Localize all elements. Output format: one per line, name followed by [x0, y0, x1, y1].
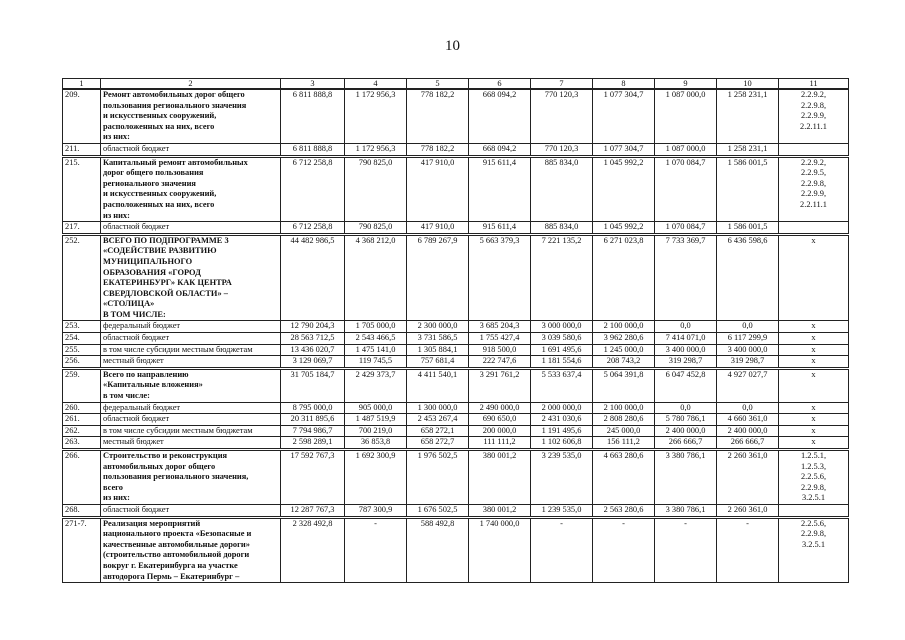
cell-value: 380 001,2 [469, 450, 531, 505]
header-row [63, 79, 849, 90]
row-name [101, 517, 281, 583]
cell-value: 778 182,2 [407, 89, 469, 143]
cell-value: 380 001,2 [469, 504, 531, 517]
cell-value: 266 666,7 [655, 437, 717, 450]
row-name [101, 333, 281, 345]
cell-value: 0,0 [655, 321, 717, 333]
table-row [63, 425, 849, 437]
table-row [63, 344, 849, 356]
row-number: 217. [63, 222, 101, 235]
cell-value: 1 045 992,2 [593, 156, 655, 222]
cell-value: 2 300 000,0 [407, 321, 469, 333]
target-code: х [811, 437, 816, 447]
table-body [63, 79, 849, 583]
row-name [101, 356, 281, 369]
cell-value: 417 910,0 [407, 222, 469, 235]
row-name-line: областной бюджет [103, 414, 170, 424]
table-row [63, 333, 849, 345]
column-header: 11 [779, 79, 849, 90]
row-name-line: областной бюджет [103, 333, 170, 343]
cell-value: 1 245 000,0 [593, 344, 655, 356]
row-name-line: Реализация мероприятий [103, 518, 201, 528]
cell-value: 13 436 020,7 [281, 344, 345, 356]
row-name-line: дорог общего пользования [103, 168, 204, 178]
cell-value: 319 298,7 [655, 356, 717, 369]
cell-value: 1 976 502,5 [407, 450, 469, 505]
cell-value: 319 298,7 [717, 356, 779, 369]
cell-value: 6 271 023,8 [593, 234, 655, 321]
target-codes [779, 89, 849, 143]
row-name-line: Строительство и реконструкция [103, 451, 228, 460]
cell-value: 1 172 956,3 [345, 89, 407, 143]
row-name-line: качественные автомобильные дороги» [103, 539, 250, 549]
cell-value: 2 490 000,0 [469, 402, 531, 414]
row-number: 255. [63, 344, 101, 356]
row-name-line: МУНИЦИПАЛЬНОГО [103, 256, 193, 266]
cell-value: 1 087 000,0 [655, 89, 717, 143]
target-code: 2.2.9.8, [800, 100, 827, 110]
cell-value: 3 239 535,0 [531, 450, 593, 505]
cell-value: 0,0 [655, 402, 717, 414]
cell-value: 5 663 379,3 [469, 234, 531, 321]
cell-value: 2 563 280,6 [593, 504, 655, 517]
cell-value: 3 380 786,1 [655, 504, 717, 517]
column-header: 8 [593, 79, 655, 90]
cell-value: 6 712 258,8 [281, 156, 345, 222]
target-code: 3.2.5.1 [801, 539, 826, 549]
cell-value: 1 692 300,9 [345, 450, 407, 505]
table-row [63, 356, 849, 369]
column-header: 9 [655, 79, 717, 90]
row-name [101, 368, 281, 402]
column-header: 4 [345, 79, 407, 90]
cell-value: 5 064 391,8 [593, 368, 655, 402]
row-number: 260. [63, 402, 101, 414]
row-name-line: Ремонт автомобильных дорог общего [103, 90, 245, 99]
cell-value: 4 660 361,0 [717, 414, 779, 426]
cell-value: 4 411 540,1 [407, 368, 469, 402]
cell-value: 1 258 231,1 [717, 143, 779, 156]
cell-value: 119 745,5 [345, 356, 407, 369]
cell-value: 2 543 466,5 [345, 333, 407, 345]
target-code: х [811, 414, 816, 424]
target-code: 2.2.9.2, [800, 157, 827, 167]
cell-value: 20 311 895,6 [281, 414, 345, 426]
cell-value: 790 825,0 [345, 222, 407, 235]
cell-value: 790 825,0 [345, 156, 407, 222]
row-name-line: пользования регионального значения, [103, 472, 249, 482]
cell-value: 1 070 084,7 [655, 222, 717, 235]
row-number: 253. [63, 321, 101, 333]
cell-value: 2 100 000,0 [593, 402, 655, 414]
row-name [101, 437, 281, 450]
cell-value: 28 563 712,5 [281, 333, 345, 345]
cell-value: 1 077 304,7 [593, 143, 655, 156]
row-number: 259. [63, 368, 101, 402]
column-header: 5 [407, 79, 469, 90]
cell-value: 0,0 [717, 402, 779, 414]
cell-value: 2 431 030,6 [531, 414, 593, 426]
cell-value: 6 047 452,8 [655, 368, 717, 402]
cell-value: 1 586 001,5 [717, 156, 779, 222]
target-codes [779, 368, 849, 402]
row-number: 271-7. [63, 517, 101, 583]
table-row [63, 222, 849, 235]
cell-value: 2 260 361,0 [717, 504, 779, 517]
cell-value: 3 039 580,6 [531, 333, 593, 345]
cell-value: 2 400 000,0 [655, 425, 717, 437]
cell-value: 918 500,0 [469, 344, 531, 356]
page-number: 10 [445, 38, 460, 54]
row-name-line: в том числе субсидии местным бюджетам [103, 344, 253, 354]
target-code: 2.2.9.8, [800, 529, 827, 539]
cell-value: 4 927 027,7 [717, 368, 779, 402]
cell-value: 208 743,2 [593, 356, 655, 369]
target-codes [779, 517, 849, 583]
cell-value: 3 000 000,0 [531, 321, 593, 333]
target-code: 2.2.5.6, [800, 518, 827, 528]
row-number: 266. [63, 450, 101, 505]
cell-value: 1 077 304,7 [593, 89, 655, 143]
table-row [63, 517, 849, 583]
table-row [63, 156, 849, 222]
cell-value: 1 740 000,0 [469, 517, 531, 583]
cell-value: 2 100 000,0 [593, 321, 655, 333]
cell-value: 3 731 586,5 [407, 333, 469, 345]
target-codes [779, 156, 849, 222]
target-codes [779, 143, 849, 156]
cell-value: 2 000 000,0 [531, 402, 593, 414]
cell-value: 3 400 000,0 [655, 344, 717, 356]
cell-value: 417 910,0 [407, 156, 469, 222]
row-name [101, 156, 281, 222]
cell-value: 7 794 986,7 [281, 425, 345, 437]
cell-value: - [655, 517, 717, 583]
target-code: х [811, 402, 816, 412]
row-name [101, 425, 281, 437]
cell-value: 1 070 084,7 [655, 156, 717, 222]
target-code: 3.2.5.1 [801, 493, 826, 503]
row-name [101, 450, 281, 505]
cell-value: 1 705 000,0 [345, 321, 407, 333]
target-code: х [811, 369, 816, 379]
cell-value: 3 291 761,2 [469, 368, 531, 402]
target-code: х [811, 321, 816, 331]
target-codes [779, 344, 849, 356]
cell-value: 1 087 000,0 [655, 143, 717, 156]
target-code: х [811, 235, 816, 245]
target-codes [779, 356, 849, 369]
cell-value: 658 272,1 [407, 425, 469, 437]
cell-value: 2 260 361,0 [717, 450, 779, 505]
cell-value: 658 272,7 [407, 437, 469, 450]
row-name-line: областной бюджет [103, 222, 170, 232]
cell-value: 668 094,2 [469, 89, 531, 143]
column-header: 10 [717, 79, 779, 90]
row-number: 261. [63, 414, 101, 426]
cell-value: 2 328 492,8 [281, 517, 345, 583]
cell-value: 5 533 637,4 [531, 368, 593, 402]
row-name-line: В ТОМ ЧИСЛЕ: [103, 309, 166, 319]
cell-value: 1 586 001,5 [717, 222, 779, 235]
cell-value: 2 453 267,4 [407, 414, 469, 426]
cell-value: 222 747,6 [469, 356, 531, 369]
cell-value: 8 795 000,0 [281, 402, 345, 414]
cell-value: 111 111,2 [469, 437, 531, 450]
cell-value: 6 811 888,8 [281, 89, 345, 143]
table-row [63, 89, 849, 143]
row-name-line: в том числе субсидии местным бюджетам [103, 425, 253, 435]
cell-value: 885 834,0 [531, 156, 593, 222]
target-code: 1.2.5.3, [800, 461, 827, 471]
row-number: 252. [63, 234, 101, 321]
cell-value: - [717, 517, 779, 583]
row-name-line: федеральный бюджет [103, 321, 181, 331]
target-codes [779, 402, 849, 414]
cell-value: 12 287 767,3 [281, 504, 345, 517]
cell-value: 700 219,0 [345, 425, 407, 437]
target-code: х [811, 425, 816, 435]
column-header: 2 [101, 79, 281, 90]
table-row [63, 437, 849, 450]
target-code: 2.2.9.9, [800, 111, 827, 121]
cell-value: 31 705 184,7 [281, 368, 345, 402]
cell-value: 6 811 888,8 [281, 143, 345, 156]
row-name [101, 321, 281, 333]
cell-value: 3 129 069,7 [281, 356, 345, 369]
row-name-line: (строительство автомобильной дороги [103, 550, 250, 560]
cell-value: - [593, 517, 655, 583]
row-number: 256. [63, 356, 101, 369]
cell-value: 1 102 606,8 [531, 437, 593, 450]
cell-value: 6 117 299,9 [717, 333, 779, 345]
cell-value: 1 305 884,1 [407, 344, 469, 356]
cell-value: 1 300 000,0 [407, 402, 469, 414]
row-name-line: из них: [103, 132, 130, 142]
cell-value: 6 712 258,8 [281, 222, 345, 235]
target-code: 2.2.9.9, [800, 189, 827, 199]
row-name-line: регионального значения [103, 178, 196, 188]
row-name-line: автомобильных дорог общего [103, 461, 216, 471]
target-code: х [811, 333, 816, 343]
column-header: 6 [469, 79, 531, 90]
table-row [63, 368, 849, 402]
cell-value: - [531, 517, 593, 583]
row-name-line: местный бюджет [103, 356, 164, 366]
target-codes [779, 222, 849, 235]
cell-value: 36 853,8 [345, 437, 407, 450]
row-name [101, 504, 281, 517]
row-number: 268. [63, 504, 101, 517]
target-codes [779, 414, 849, 426]
cell-value: 156 111,2 [593, 437, 655, 450]
row-name-line: Капитальный ремонт автомобильных [103, 157, 248, 167]
cell-value: 3 380 786,1 [655, 450, 717, 505]
cell-value: 200 000,0 [469, 425, 531, 437]
row-name [101, 344, 281, 356]
row-name-line: ОБРАЗОВАНИЯ «ГОРОД [103, 267, 201, 277]
cell-value: 3 685 204,3 [469, 321, 531, 333]
cell-value: 1 172 956,3 [345, 143, 407, 156]
row-name [101, 402, 281, 414]
target-code: 2.2.5.6, [800, 472, 827, 482]
cell-value: 1 181 554,6 [531, 356, 593, 369]
row-number: 209. [63, 89, 101, 143]
row-number: 263. [63, 437, 101, 450]
cell-value: 787 300,9 [345, 504, 407, 517]
row-name [101, 143, 281, 156]
row-name-line: вокруг г. Екатеринбурга на участке [103, 560, 238, 570]
row-name-line: всего [103, 482, 123, 492]
target-code: х [811, 356, 816, 366]
target-codes [779, 333, 849, 345]
cell-value: 2 429 373,7 [345, 368, 407, 402]
cell-value: 905 000,0 [345, 402, 407, 414]
row-name-line: Всего по направлению [103, 369, 189, 379]
table-row [63, 504, 849, 517]
row-name-line: ЕКАТЕРИНБУРГ» КАК ЦЕНТРА [103, 278, 232, 288]
table-row [63, 450, 849, 505]
cell-value: 2 598 289,1 [281, 437, 345, 450]
table-row [63, 414, 849, 426]
cell-value: 266 666,7 [717, 437, 779, 450]
row-number: 262. [63, 425, 101, 437]
row-name-line: «СТОЛИЦА» [103, 299, 155, 309]
cell-value: 4 663 280,6 [593, 450, 655, 505]
cell-value: 7 733 369,7 [655, 234, 717, 321]
cell-value: 17 592 767,3 [281, 450, 345, 505]
target-code: 2.2.11.1 [800, 121, 827, 131]
row-name [101, 234, 281, 321]
target-code: 2.2.9.2, [800, 90, 827, 99]
target-code: 1.2.5.1, [800, 451, 827, 460]
row-number: 215. [63, 156, 101, 222]
target-codes [779, 321, 849, 333]
row-name [101, 222, 281, 235]
table-row [63, 402, 849, 414]
row-name-line: и искусственных сооружений, [103, 111, 217, 121]
row-name-line: расположенных на них, всего [103, 121, 215, 131]
cell-value: 1 191 495,6 [531, 425, 593, 437]
cell-value: 778 182,2 [407, 143, 469, 156]
row-number: 211. [63, 143, 101, 156]
cell-value: 0,0 [717, 321, 779, 333]
cell-value: 3 962 280,6 [593, 333, 655, 345]
target-codes [779, 504, 849, 517]
target-code: 2.2.11.1 [800, 199, 827, 209]
target-codes [779, 425, 849, 437]
target-code: 2.2.9.8, [800, 482, 827, 492]
target-code: 2.2.9.8, [800, 178, 827, 188]
cell-value: 7 221 135,2 [531, 234, 593, 321]
column-header: 7 [531, 79, 593, 90]
cell-value: 1 258 231,1 [717, 89, 779, 143]
row-name [101, 89, 281, 143]
cell-value: 1 691 495,6 [531, 344, 593, 356]
row-name-line: пользования регионального значения [103, 100, 247, 110]
row-name-line: федеральный бюджет [103, 402, 181, 412]
cell-value: 1 487 519,9 [345, 414, 407, 426]
cell-value: 757 681,4 [407, 356, 469, 369]
row-name-line: в том числе: [103, 391, 150, 401]
table-row [63, 143, 849, 156]
table-row [63, 321, 849, 333]
cell-value: 915 611,4 [469, 156, 531, 222]
cell-value: 668 094,2 [469, 143, 531, 156]
cell-value: 5 780 786,1 [655, 414, 717, 426]
cell-value: 44 482 986,5 [281, 234, 345, 321]
row-name-line: автодорога Пермь – Екатеринбург – [103, 571, 240, 581]
cell-value: 915 611,4 [469, 222, 531, 235]
row-name-line: местный бюджет [103, 437, 164, 447]
cell-value: 3 400 000,0 [717, 344, 779, 356]
budget-table [62, 78, 849, 583]
row-name-line: расположенных на них, всего [103, 199, 215, 209]
row-name-line: СВЕРДЛОВСКОЙ ОБЛАСТИ» – [103, 288, 228, 298]
row-name-line: «СОДЕЙСТВИЕ РАЗВИТИЮ [103, 246, 217, 256]
cell-value: 2 400 000,0 [717, 425, 779, 437]
target-codes [779, 234, 849, 321]
column-header: 1 [63, 79, 101, 90]
row-name-line: из них: [103, 493, 130, 503]
row-name-line: и искусственных сооружений, [103, 189, 217, 199]
cell-value: 1 239 535,0 [531, 504, 593, 517]
cell-value: 1 755 427,4 [469, 333, 531, 345]
row-name-line: из них: [103, 210, 130, 220]
cell-value: 1 475 141,0 [345, 344, 407, 356]
row-name-line: областной бюджет [103, 504, 170, 514]
cell-value: 4 368 212,0 [345, 234, 407, 321]
cell-value: 7 414 071,0 [655, 333, 717, 345]
table-row [63, 234, 849, 321]
target-codes [779, 450, 849, 505]
row-name-line: областной бюджет [103, 143, 170, 153]
row-name-line: национального проекта «Безопасные и [103, 529, 252, 539]
cell-value: 588 492,8 [407, 517, 469, 583]
cell-value: 770 120,3 [531, 89, 593, 143]
target-codes [779, 437, 849, 450]
cell-value: 690 650,0 [469, 414, 531, 426]
cell-value: 770 120,3 [531, 143, 593, 156]
target-code: 2.2.9.5, [800, 168, 827, 178]
row-name-line: «Капитальные вложения» [103, 380, 203, 390]
row-name-line: ВСЕГО ПО ПОДПРОГРАММЕ 3 [103, 235, 229, 245]
cell-value: - [345, 517, 407, 583]
row-number: 254. [63, 333, 101, 345]
column-header: 3 [281, 79, 345, 90]
cell-value: 6 789 267,9 [407, 234, 469, 321]
cell-value: 885 834,0 [531, 222, 593, 235]
cell-value: 1 045 992,2 [593, 222, 655, 235]
cell-value: 6 436 598,6 [717, 234, 779, 321]
row-name [101, 414, 281, 426]
target-code: х [811, 344, 816, 354]
cell-value: 245 000,0 [593, 425, 655, 437]
cell-value: 1 676 502,5 [407, 504, 469, 517]
cell-value: 2 808 280,6 [593, 414, 655, 426]
cell-value: 12 790 204,3 [281, 321, 345, 333]
